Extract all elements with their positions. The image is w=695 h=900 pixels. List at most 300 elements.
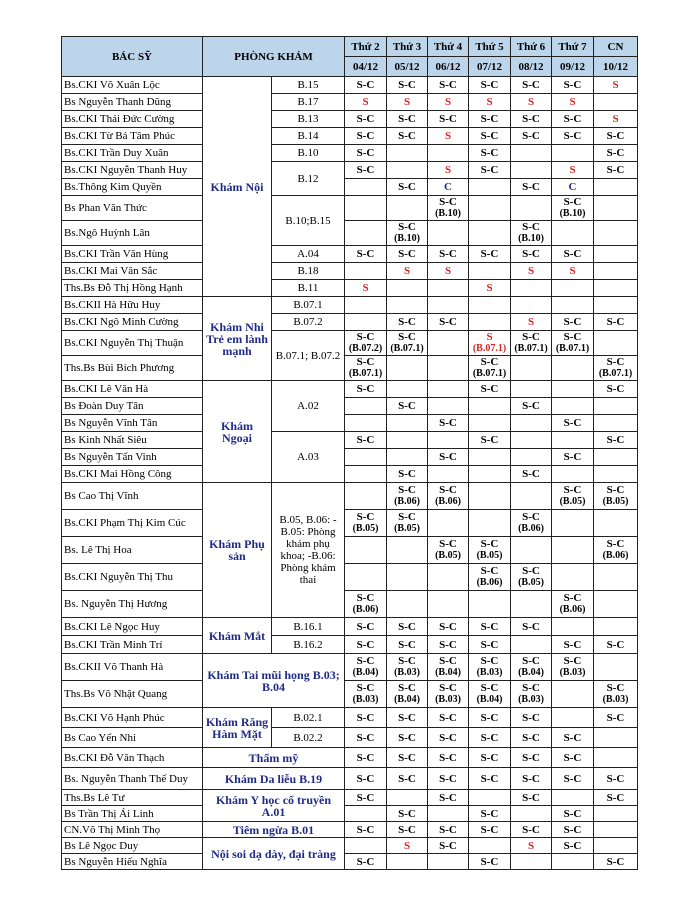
shift-value: S-C <box>356 620 375 633</box>
shift-cell <box>511 162 552 179</box>
shift-cell <box>387 483 428 510</box>
shift-cell <box>345 145 387 162</box>
shift-cell <box>428 94 469 111</box>
shift-cell <box>511 280 552 297</box>
shift-cell <box>511 145 552 162</box>
shift-cell <box>387 591 428 618</box>
doctor-name: Ths.Bs Võ Nhật Quang <box>62 681 203 708</box>
table-row <box>62 537 638 564</box>
shift-room: (B.06) <box>602 550 629 561</box>
doctor-name: Bs.CKI Võ Xuân Lộc <box>62 77 203 94</box>
shift-cell <box>387 331 428 356</box>
shift-cell <box>511 111 552 128</box>
doctor-name: Bs. Lê Thị Hoa <box>62 537 203 564</box>
shift-cell <box>552 432 594 449</box>
department-label: Khám Răng Hàm Mặt <box>203 708 272 748</box>
shift-cell <box>594 564 638 591</box>
room-label: B.18 <box>272 263 345 280</box>
shift-value: S-C <box>439 316 457 328</box>
shift-cell <box>552 179 594 196</box>
table-row <box>62 196 638 221</box>
shift-cell <box>345 398 387 415</box>
shift-cell <box>345 591 387 618</box>
shift-cell <box>387 221 428 246</box>
shift-value: S-C <box>563 316 582 328</box>
table-row <box>62 145 638 162</box>
shift-cell <box>552 246 594 263</box>
shift-cell <box>345 449 387 466</box>
shift-cell <box>345 466 387 483</box>
department-label: Khám Y học cổ truyền A.01 <box>203 790 345 822</box>
shift-cell <box>428 564 469 591</box>
shift-value: S-C <box>356 791 375 804</box>
shift-cell <box>552 162 594 179</box>
header-doctor: BÁC SỸ <box>62 37 203 77</box>
shift-cell <box>345 537 387 564</box>
shift-room: (B.03) <box>476 667 503 678</box>
shift-cell <box>594 483 638 510</box>
shift-cell <box>428 681 469 708</box>
doctor-name: Bs Kinh Nhất Siêu <box>62 432 203 449</box>
shift-value: S <box>403 839 411 852</box>
shift-value: S-C <box>398 484 416 496</box>
shift-cell <box>345 111 387 128</box>
table-row <box>62 768 638 790</box>
shift-cell <box>345 94 387 111</box>
room-label: B.02.1 <box>272 708 345 728</box>
shift-cell <box>469 854 511 870</box>
shift-cell <box>594 728 638 748</box>
header-date: 08/12 <box>511 57 552 77</box>
shift-value: S-C <box>356 130 375 142</box>
shift-value: S-C <box>356 638 375 651</box>
table-row <box>62 618 638 636</box>
shift-value: S-C <box>356 383 375 395</box>
shift-cell <box>511 591 552 618</box>
shift-value: S-C <box>439 484 457 496</box>
shift-value: S-C <box>398 620 416 633</box>
shift-cell <box>552 806 594 822</box>
header-date: 05/12 <box>387 57 428 77</box>
shift-room: (B.05) <box>518 577 544 588</box>
department-label: Khám Da liễu B.19 <box>203 768 345 790</box>
shift-cell <box>345 128 387 145</box>
shift-cell <box>387 768 428 790</box>
shift-cell <box>511 432 552 449</box>
room-label: A.04 <box>272 246 345 263</box>
shift-cell <box>511 466 552 483</box>
doctor-name: Bs.CKI Võ Hạnh Phúc <box>62 708 203 728</box>
shift-value: S-C <box>480 147 499 159</box>
shift-cell <box>428 449 469 466</box>
shift-cell <box>511 314 552 331</box>
shift-value: S <box>444 96 452 108</box>
shift-cell <box>387 196 428 221</box>
shift-value: S-C <box>480 79 499 91</box>
shift-cell <box>345 806 387 822</box>
shift-value: S-C <box>398 638 416 651</box>
shift-room: (B.04) <box>435 667 461 678</box>
shift-cell <box>469 537 511 564</box>
shift-value: S-C <box>398 711 416 724</box>
shift-room: (B.07.1) <box>472 368 507 379</box>
shift-value: S <box>612 113 619 125</box>
shift-cell <box>428 483 469 510</box>
shift-cell <box>552 314 594 331</box>
shift-cell <box>387 162 428 179</box>
department-label: Nội soi dạ dày, đại tràng <box>203 838 345 870</box>
shift-cell <box>428 196 469 221</box>
shift-cell <box>594 162 638 179</box>
shift-value: S <box>444 130 452 142</box>
table-row <box>62 822 638 838</box>
shift-cell <box>469 449 511 466</box>
shift-value: S-C <box>480 356 499 368</box>
doctor-name: Bs.Ngô Huỳnh Lân <box>62 221 203 246</box>
shift-room: (B.03) <box>602 694 629 705</box>
shift-room: (B.10) <box>394 233 420 244</box>
header-day: Thứ 3 <box>387 37 428 57</box>
shift-cell <box>511 415 552 432</box>
doctor-name: Bs Lê Ngọc Duy <box>62 838 203 854</box>
shift-value: S-C <box>439 417 457 429</box>
shift-cell <box>511 381 552 398</box>
shift-value: S-C <box>522 655 540 667</box>
shift-value: S-C <box>398 181 416 193</box>
shift-cell <box>428 398 469 415</box>
shift-cell <box>345 196 387 221</box>
header-row-days <box>62 37 638 57</box>
shift-value: S-C <box>563 248 582 260</box>
shift-cell <box>428 854 469 870</box>
shift-cell <box>345 280 387 297</box>
shift-cell <box>345 77 387 94</box>
shift-value: S-C <box>522 711 540 724</box>
shift-cell <box>387 790 428 806</box>
department-label: Tiêm ngừa B.01 <box>203 822 345 838</box>
shift-value: S-C <box>398 130 416 142</box>
shift-value: S <box>527 96 535 108</box>
shift-room: (B.07.1) <box>598 368 633 379</box>
table-row <box>62 128 638 145</box>
shift-cell <box>552 854 594 870</box>
shift-cell <box>469 564 511 591</box>
doctor-name: Bs.CKI Thái Đức Cường <box>62 111 203 128</box>
shift-value: S-C <box>398 331 416 343</box>
shift-cell <box>469 356 511 381</box>
shift-value: S-C <box>439 638 457 651</box>
shift-cell <box>594 432 638 449</box>
shift-cell <box>469 768 511 790</box>
header-date: 10/12 <box>594 57 638 77</box>
shift-cell <box>428 331 469 356</box>
shift-cell <box>552 654 594 681</box>
shift-value: S-C <box>522 682 540 694</box>
shift-cell <box>594 681 638 708</box>
shift-room: (B.06) <box>352 604 379 615</box>
shift-room: (B.06) <box>476 577 503 588</box>
shift-value: S-C <box>356 79 375 91</box>
shift-cell <box>552 94 594 111</box>
shift-value: S-C <box>563 839 582 852</box>
shift-value: S-C <box>356 855 375 868</box>
shift-cell <box>552 398 594 415</box>
shift-cell <box>387 728 428 748</box>
shift-value: S-C <box>480 855 499 868</box>
doctor-name: Bs.CKI Lê Ngọc Huy <box>62 618 203 636</box>
shift-value: S-C <box>398 316 416 328</box>
shift-cell <box>511 297 552 314</box>
shift-cell <box>428 221 469 246</box>
shift-cell <box>428 466 469 483</box>
shift-cell <box>428 111 469 128</box>
table-row <box>62 838 638 854</box>
shift-cell <box>552 510 594 537</box>
shift-value: S-C <box>563 130 582 142</box>
shift-value: S-C <box>606 147 625 159</box>
doctor-name: Bs Đoàn Duy Tân <box>62 398 203 415</box>
department-label: Khám Nội <box>203 77 272 297</box>
shift-cell <box>469 654 511 681</box>
room-label: B.07.1 <box>272 297 345 314</box>
shift-cell <box>469 838 511 854</box>
shift-cell <box>469 246 511 263</box>
table-row <box>62 398 638 415</box>
shift-value: S-C <box>439 772 457 785</box>
shift-cell <box>511 537 552 564</box>
shift-cell <box>345 432 387 449</box>
table-row <box>62 449 638 466</box>
shift-cell <box>469 790 511 806</box>
shift-cell <box>469 681 511 708</box>
shift-room: (B.03) <box>352 694 379 705</box>
room-label: B.14 <box>272 128 345 145</box>
shift-value: S-C <box>480 248 499 260</box>
shift-cell <box>594 854 638 870</box>
shift-cell <box>552 537 594 564</box>
shift-cell <box>387 806 428 822</box>
doctor-name: Bs.CKI Từ Bá Tâm Phúc <box>62 128 203 145</box>
shift-cell <box>469 806 511 822</box>
room-label: B.07.1; B.07.2 <box>272 331 345 381</box>
shift-cell <box>594 822 638 838</box>
shift-value: S-C <box>522 751 540 764</box>
shift-room: (B.06) <box>394 496 420 507</box>
shift-value: S-C <box>563 451 582 463</box>
shift-cell <box>469 636 511 654</box>
shift-cell <box>428 537 469 564</box>
table-row <box>62 432 638 449</box>
shift-value: S-C <box>398 248 416 260</box>
shift-value: S-C <box>606 164 625 176</box>
doctor-name: Bs.CKI Nguyễn Thị Thuận <box>62 331 203 356</box>
shift-value: S-C <box>606 711 625 724</box>
header-clinic: PHÒNG KHÁM <box>203 37 345 77</box>
shift-cell <box>469 263 511 280</box>
shift-cell <box>511 748 552 768</box>
shift-cell <box>428 618 469 636</box>
shift-cell <box>511 449 552 466</box>
shift-room: (B.04) <box>352 667 379 678</box>
shift-cell <box>387 537 428 564</box>
shift-value: S-C <box>563 592 582 604</box>
shift-value: S-C <box>606 484 625 496</box>
shift-room: (B.05) <box>394 523 420 534</box>
shift-value: S-C <box>356 711 375 724</box>
shift-cell <box>345 314 387 331</box>
shift-value: S-C <box>480 130 499 142</box>
table-row <box>62 748 638 768</box>
shift-cell <box>428 246 469 263</box>
shift-value: S <box>486 96 493 108</box>
shift-cell <box>511 77 552 94</box>
shift-cell <box>469 822 511 838</box>
shift-value: S-C <box>606 316 625 328</box>
shift-cell <box>552 748 594 768</box>
shift-cell <box>345 618 387 636</box>
shift-cell <box>345 510 387 537</box>
shift-cell <box>469 466 511 483</box>
shift-cell <box>594 449 638 466</box>
shift-value: S <box>486 282 493 294</box>
shift-value: S-C <box>480 731 499 744</box>
shift-value: S <box>569 96 576 108</box>
table-row <box>62 654 638 681</box>
table-row <box>62 708 638 728</box>
shift-cell <box>469 314 511 331</box>
shift-cell <box>469 591 511 618</box>
shift-cell <box>469 618 511 636</box>
shift-cell <box>594 297 638 314</box>
shift-value: S-C <box>522 620 540 633</box>
table-row <box>62 466 638 483</box>
shift-cell <box>469 708 511 728</box>
shift-cell <box>594 314 638 331</box>
shift-value: S-C <box>606 383 625 395</box>
header-date: 09/12 <box>552 57 594 77</box>
shift-value: S-C <box>439 751 457 764</box>
shift-cell <box>387 748 428 768</box>
shift-cell <box>345 246 387 263</box>
shift-room: (B.07.1) <box>390 343 424 354</box>
shift-cell <box>387 94 428 111</box>
shift-value: S-C <box>356 147 375 159</box>
doctor-name: Ths.Bs Đỗ Thị Hồng Hạnh <box>62 280 203 297</box>
shift-value: S-C <box>563 751 582 764</box>
schedule-table <box>61 36 638 870</box>
shift-cell <box>552 728 594 748</box>
shift-room: (B.05) <box>435 550 461 561</box>
shift-cell <box>469 111 511 128</box>
shift-value: S-C <box>606 772 625 785</box>
shift-room: (B.03) <box>394 667 420 678</box>
schedule-body <box>62 77 638 870</box>
shift-cell <box>345 415 387 432</box>
shift-room: (B.06) <box>435 496 461 507</box>
shift-room: (B.10) <box>435 208 461 219</box>
shift-room: (B.05) <box>352 523 379 534</box>
shift-cell <box>387 838 428 854</box>
shift-cell <box>594 790 638 806</box>
shift-value: S-C <box>563 79 582 91</box>
shift-cell <box>511 94 552 111</box>
shift-cell <box>594 838 638 854</box>
shift-value: S-C <box>563 638 582 651</box>
shift-cell <box>552 822 594 838</box>
shift-cell <box>387 432 428 449</box>
shift-cell <box>469 748 511 768</box>
shift-cell <box>345 483 387 510</box>
shift-cell <box>511 854 552 870</box>
shift-value: S-C <box>522 79 540 91</box>
shift-value: S-C <box>480 164 499 176</box>
shift-cell <box>469 94 511 111</box>
shift-value: S-C <box>563 417 582 429</box>
shift-cell <box>552 681 594 708</box>
doctor-name: Bs Cao Thị Vĩnh <box>62 483 203 510</box>
shift-cell <box>511 790 552 806</box>
shift-cell <box>469 510 511 537</box>
shift-value: S-C <box>480 538 499 550</box>
shift-cell <box>552 196 594 221</box>
shift-room: (B.05) <box>476 550 503 561</box>
doctor-name: Ths.Bs Bùi Bích Phương <box>62 356 203 381</box>
shift-cell <box>387 822 428 838</box>
shift-value: S-C <box>606 538 625 550</box>
shift-cell <box>552 221 594 246</box>
shift-cell <box>387 681 428 708</box>
table-row <box>62 221 638 246</box>
shift-cell <box>428 654 469 681</box>
shift-cell <box>552 618 594 636</box>
shift-cell <box>345 564 387 591</box>
shift-cell <box>594 654 638 681</box>
shift-value: S <box>569 265 576 277</box>
shift-value: S-C <box>398 221 416 233</box>
shift-value: S-C <box>356 751 375 764</box>
shift-cell <box>594 537 638 564</box>
shift-value: S-C <box>356 434 375 446</box>
shift-value: S-C <box>356 731 375 744</box>
room-label: B.16.2 <box>272 636 345 654</box>
shift-value: S-C <box>356 113 375 125</box>
shift-value: S-C <box>398 113 416 125</box>
shift-value: S-C <box>480 807 499 820</box>
shift-cell <box>387 179 428 196</box>
shift-cell <box>387 263 428 280</box>
shift-value: S-C <box>522 331 540 343</box>
shift-cell <box>345 838 387 854</box>
table-row <box>62 280 638 297</box>
shift-value: S-C <box>606 638 625 651</box>
shift-value: S-C <box>522 113 540 125</box>
header-day: Thứ 5 <box>469 37 511 57</box>
shift-value: C <box>444 181 452 193</box>
shift-cell <box>469 77 511 94</box>
shift-room: (B.04) <box>518 667 544 678</box>
shift-cell <box>387 564 428 591</box>
shift-cell <box>594 398 638 415</box>
room-label: B.05, B.06: -B.05: Phòng khám phụ khoa; -B.06: Phòng khám thai <box>272 483 345 618</box>
shift-cell <box>469 179 511 196</box>
shift-cell <box>552 449 594 466</box>
shift-cell <box>511 822 552 838</box>
shift-cell <box>428 748 469 768</box>
shift-cell <box>345 636 387 654</box>
header-date: 07/12 <box>469 57 511 77</box>
table-row <box>62 510 638 537</box>
shift-value: S-C <box>439 248 457 260</box>
